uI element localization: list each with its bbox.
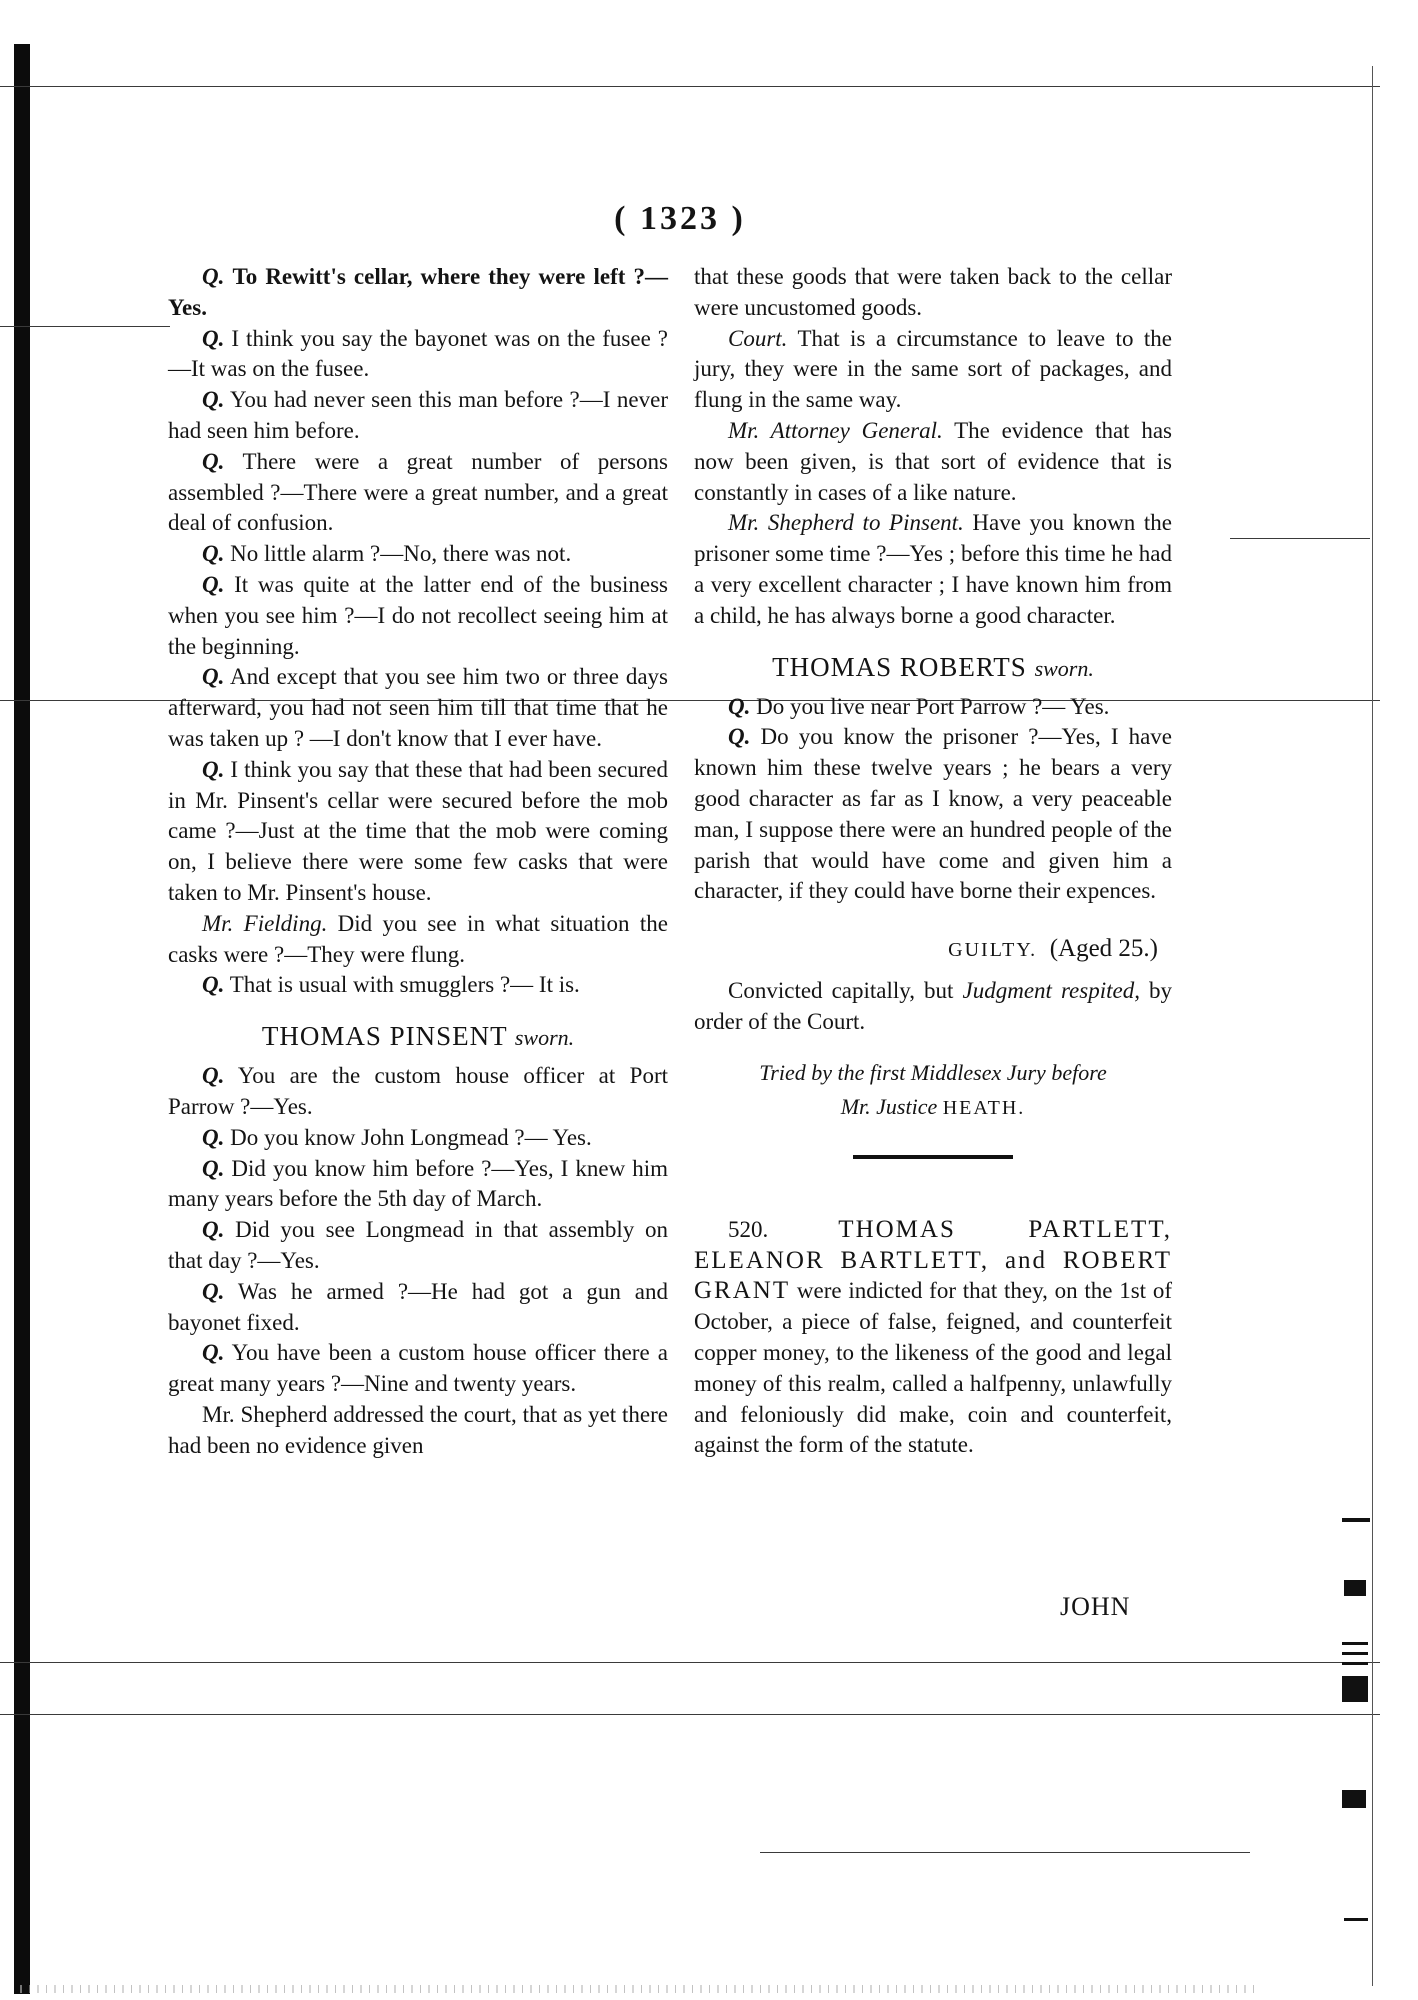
paragraph-text: To Rewitt's cellar, where they were left ?—Yes. [168,264,668,320]
scan-noise [20,1985,1260,1993]
speaker-label: Mr. Shepherd to Pinsent. [728,510,964,536]
paragraph-text: Have you known the prisoner some time ?—Yes ; before this time he had a very excellent character ; I have known him from a child, he has always borne a good character. [694,510,1172,628]
paragraph-text: I think you say the bayonet was on the fusee ?—It was on the fusee. [168,325,669,382]
paragraph-text: That is a circumstance to leave to the jury, they were in the same sort of packages, and flung in the same way. [694,325,1172,413]
paragraph [168,1338,668,1400]
scan-mark [1342,1676,1368,1702]
sentence-judgment: Judgment respited, [962,978,1140,1004]
sentence [694,976,1172,1038]
paragraph-text: And except that you see him two or three days afterward, you had not seen him till that time that he was taken up ? —I don't know that I ever have. [168,664,669,751]
paragraph [168,262,668,324]
question-mark: Q. [202,1124,225,1150]
binding-edge [14,44,30,1994]
question-mark: Q. [202,325,225,351]
paragraph [694,324,1172,416]
indictment-text: were indicted for that they, on the 1st of October, a piece of false, feigned, and counterfeit copper money, to the likeness of the good and legal money of this realm, called a halfpenny, unlawfully and feloniously did make, coin and counterfeit, against the form of the statute. [694,1278,1172,1458]
verdict-line [694,933,1172,966]
witness-heading [694,650,1172,686]
paragraph-text: Did you see Longmead in that assembly on that day ?—Yes. [168,1217,669,1273]
question-mark: Q. [202,541,225,567]
question-mark: Q. [202,1063,225,1089]
paragraph-text: Do you know the prisoner ?—Yes, I have known him these twelve years ; he bears a very good character as far as I know, a very peaceable man, I suppose there were an hundred people of the parish that would have come and given him a character, if they could have borne their expences. [694,724,1173,904]
paragraph [168,324,668,386]
question-mark: Q. [202,387,225,413]
paragraph [168,570,668,662]
question-mark: Q. [202,1217,225,1243]
paragraph [168,1400,668,1462]
paragraph [168,970,668,1001]
paragraph [168,1215,668,1277]
scan-line [0,1714,1380,1715]
question-mark: Q. [202,1155,225,1181]
paragraph-text: I think you say that these that had been secured in Mr. Pinsent's cellar were secured before the mob came ?—Just at the time that the mob were coming on, I believe there were some few casks that were taken to Mr. Pinsent's house. [168,756,668,905]
paragraph-text: There were a great number of persons assembled ?—There were a great number, and a great deal of confusion. [168,448,668,536]
paragraph-text: Did you see in what situation the casks were ?—They were flung. [168,910,668,967]
question-mark: Q. [202,756,225,782]
paragraph-text: You had never seen this man before ?—I never had seen him before. [168,387,668,443]
question-mark: Q. [202,664,225,690]
sentence-text: by order of the Court. [694,978,1172,1034]
paragraph-text: The evidence that has now been given, is that sort of evidence that is constantly in cases of a like nature. [694,417,1172,505]
paragraph-text: No little alarm ?—No, there was not. [230,541,572,567]
scan-mark [1342,1642,1368,1645]
paragraph [168,539,668,570]
question-mark: Q. [202,972,225,998]
paragraph-text: You are the custom house officer at Port Parrow ?—Yes. [168,1063,668,1119]
paragraph [694,692,1172,723]
paragraph [694,722,1172,907]
scan-line [0,326,170,327]
case-entry [694,1215,1172,1461]
prisoner-age: (Aged 25.) [1049,935,1158,963]
page-number: ( 1323 ) [614,200,746,237]
catchword: JOHN [1060,1592,1131,1621]
paragraph-text: Mr. Shepherd addressed the court, that as yet there had been no evidence given [168,1401,668,1458]
paragraph [168,1061,668,1123]
speaker-label: Mr. Fielding. [202,910,328,936]
paragraph [168,755,668,909]
case-number: 520. [728,1216,769,1242]
speaker-label: Mr. Attorney General. [728,417,943,443]
judge-title: Mr. Justice [840,1093,938,1119]
sentence-text: Convicted capitally, but [728,978,954,1004]
scan-mark [1342,1790,1366,1808]
sworn-label: sworn. [1034,655,1094,681]
scan-mark [1344,1580,1366,1596]
question-mark: Q. [728,693,751,719]
left-column [168,262,668,1461]
paragraph-text: that these goods that were taken back to the cellar were uncustomed goods. [694,264,1172,320]
paragraph [168,1277,668,1339]
scan-edge [1372,66,1373,1986]
paragraph [168,909,668,971]
paragraph [168,447,668,539]
judge-line [694,1090,1172,1125]
paragraph [694,416,1172,508]
question-mark: Q. [728,724,751,750]
scan-line [0,1662,1380,1663]
judge-name: HEATH. [942,1096,1026,1119]
scan-mark [1342,1662,1368,1665]
question-mark: Q. [202,1278,225,1304]
paragraph [168,1154,668,1216]
paragraph [168,385,668,447]
paragraph-text: Did you know him before ?—Yes, I knew him many years before the 5th day of March. [168,1155,669,1212]
paragraph [694,508,1172,631]
defendant-names: THOMAS PARTLETT, ELEANOR BARTLETT, and ROBERT GRANT [694,1215,1172,1305]
paragraph [168,1123,668,1154]
paragraph-text: That is usual with smugglers ?— It is. [229,972,580,998]
witness-name: THOMAS ROBERTS [772,651,1027,682]
sworn-label: sworn. [514,1025,575,1051]
verdict: GUILTY. [948,939,1038,962]
speaker-label: Court. [728,325,788,351]
right-column [694,262,1172,1461]
witness-heading [168,1019,668,1055]
question-mark: Q. [202,1340,225,1366]
paragraph-text: It was quite at the latter end of the business when you see him ?—I do not recollect seeing him at the beginning. [168,571,669,659]
scan-line [1230,538,1370,539]
scan-line [0,86,1380,87]
paragraph [168,662,668,754]
scan-mark [1344,1918,1368,1921]
scan-mark [1342,1518,1370,1522]
question-mark: Q. [202,264,225,289]
paragraph-text: Was he armed ?—He had got a gun and bayonet fixed. [168,1278,668,1335]
tried-before: Tried by the first Middlesex Jury before [759,1059,1107,1085]
paragraph [694,262,1172,324]
scan-mark [1342,1652,1368,1655]
paragraph-text: Do you know John Longmead ?— Yes. [230,1124,592,1150]
paragraph-text: Do you live near Port Parrow ?— Yes. [756,693,1110,719]
witness-name: THOMAS PINSENT [261,1021,508,1052]
scan-line [760,1852,1250,1853]
question-mark: Q. [202,448,225,474]
question-mark: Q. [202,571,225,597]
paragraph-text: You have been a custom house officer there a great many years ?—Nine and twenty years. [168,1340,668,1397]
case-separator [853,1155,1013,1159]
